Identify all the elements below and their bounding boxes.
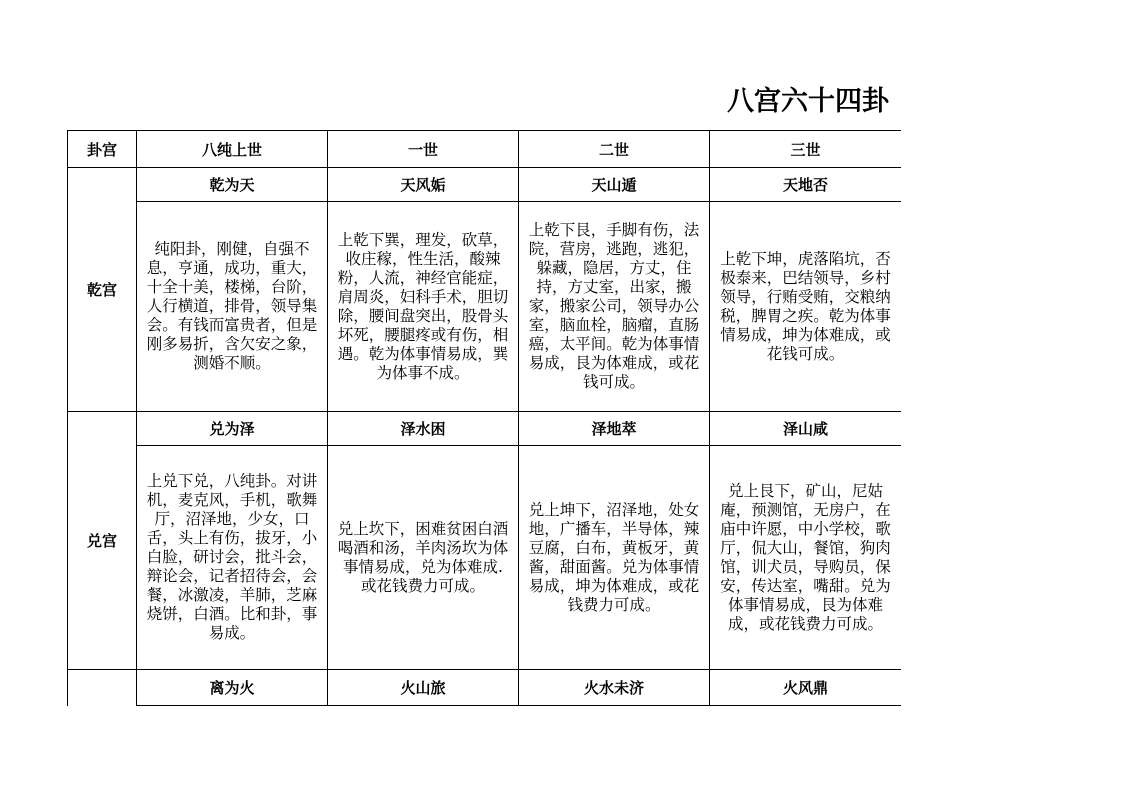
- header-pure: 八纯上世: [137, 131, 328, 168]
- hexagram-name-row: [68, 412, 902, 446]
- hexagram-name: 天山遁: [519, 168, 710, 202]
- hexagram-description: 纯阳卦，刚健，自强不息，亨通，成功，重大，十全十美，楼梯，台阶，人行横道，排骨，领导集会。有钱而富贵者，但是刚多易折，含欠安之象，测婚不顺。: [137, 202, 328, 412]
- hexagram-name: 泽水困: [328, 412, 519, 446]
- hexagram-name: 火风鼎: [710, 670, 902, 706]
- hexagram-description: [137, 706, 328, 707]
- hexagram-name-row: [68, 670, 902, 706]
- hexagram-description: 上兑下兑，八纯卦。对讲机，麦克风，手机，歌舞厅，沼泽地，少女，口舌，头上有伤，拔牙，小白脸，研讨会，批斗会，辩论会，记者招待会，会餐，冰激凌，羊肺，芝麻烧饼，白酒。比和卦，事易成。: [137, 446, 328, 670]
- hexagram-description: 兑上艮下，矿山，尼姑庵，预测馆，无房户，在庙中许愿，中小学校，歌厅，侃大山，餐馆，狗肉馆，训犬员，导购员，保安，传达室，嘴甜。兑为体事情易成，艮为体难成，或花钱费力可成。: [710, 446, 902, 670]
- hexagram-name: 火山旅: [328, 670, 519, 706]
- hexagram-name: 乾为天: [137, 168, 328, 202]
- hexagram-name: 火水未济: [519, 670, 710, 706]
- hexagram-name: 天地否: [710, 168, 902, 202]
- hexagram-description: [328, 706, 519, 707]
- hexagram-desc-row: [68, 706, 902, 707]
- hexagram-description: 兑上坤下，沼泽地，处女地，广播车，半导体，辣豆腐，白布，黄板牙，黄酱，甜面酱。兑为体事情易成，坤为体难成，或花钱费力可成。: [519, 446, 710, 670]
- hexagram-description: [519, 706, 710, 707]
- header-first-generation: 一世: [328, 131, 519, 168]
- hexagram-desc-row: [68, 202, 902, 412]
- hexagram-description: 兑上坎下，困难贫困白酒喝酒和汤，羊肉汤坎为体事情易成，兑为体难成.或花钱费力可成。: [328, 446, 519, 670]
- header-palace: 卦宫: [68, 131, 137, 168]
- palace-name: 乾宫: [68, 168, 137, 412]
- hexagram-name: 离为火: [137, 670, 328, 706]
- header-third-generation: 三世: [710, 131, 902, 168]
- page-title: 八宫六十四卦: [727, 86, 889, 117]
- palace-name: 兑宫: [68, 412, 137, 670]
- hexagram-description: 上乾下艮，手脚有伤，法院，营房，逃跑，逃犯，躲藏，隐居，方丈，住持，方丈室，出家，搬家，搬家公司，领导办公室，脑血栓，脑瘤，直肠癌，太平间。乾为体事情易成，艮为体难成，或花钱可成。: [519, 202, 710, 412]
- hexagram-desc-row: [68, 446, 902, 670]
- hexagram-table: [67, 130, 901, 706]
- hexagram-description: 上乾下坤，虎落陷坑，否极泰来，巴结领导，乡村领导，行贿受贿，交粮纳税，脾胃之疾。乾为体事情易成，坤为体难成，或花钱可成。: [710, 202, 902, 412]
- hexagram-description: [710, 706, 902, 707]
- header-row: [68, 131, 902, 168]
- hexagram-name: 泽地萃: [519, 412, 710, 446]
- palace-name: [68, 670, 137, 707]
- header-second-generation: 二世: [519, 131, 710, 168]
- hexagram-name: 泽山咸: [710, 412, 902, 446]
- hexagram-name: 兑为泽: [137, 412, 328, 446]
- hexagram-name-row: [68, 168, 902, 202]
- hexagram-name: 天风姤: [328, 168, 519, 202]
- hexagram-description: 上乾下巽，理发，砍草，收庄稼，性生活，酸辣粉，人流，神经官能症，肩周炎，妇科手术，胆切除，腰间盘突出，股骨头坏死，腰腿疼或有伤，相遇。乾为体事情易成，巽为体事不成。: [328, 202, 519, 412]
